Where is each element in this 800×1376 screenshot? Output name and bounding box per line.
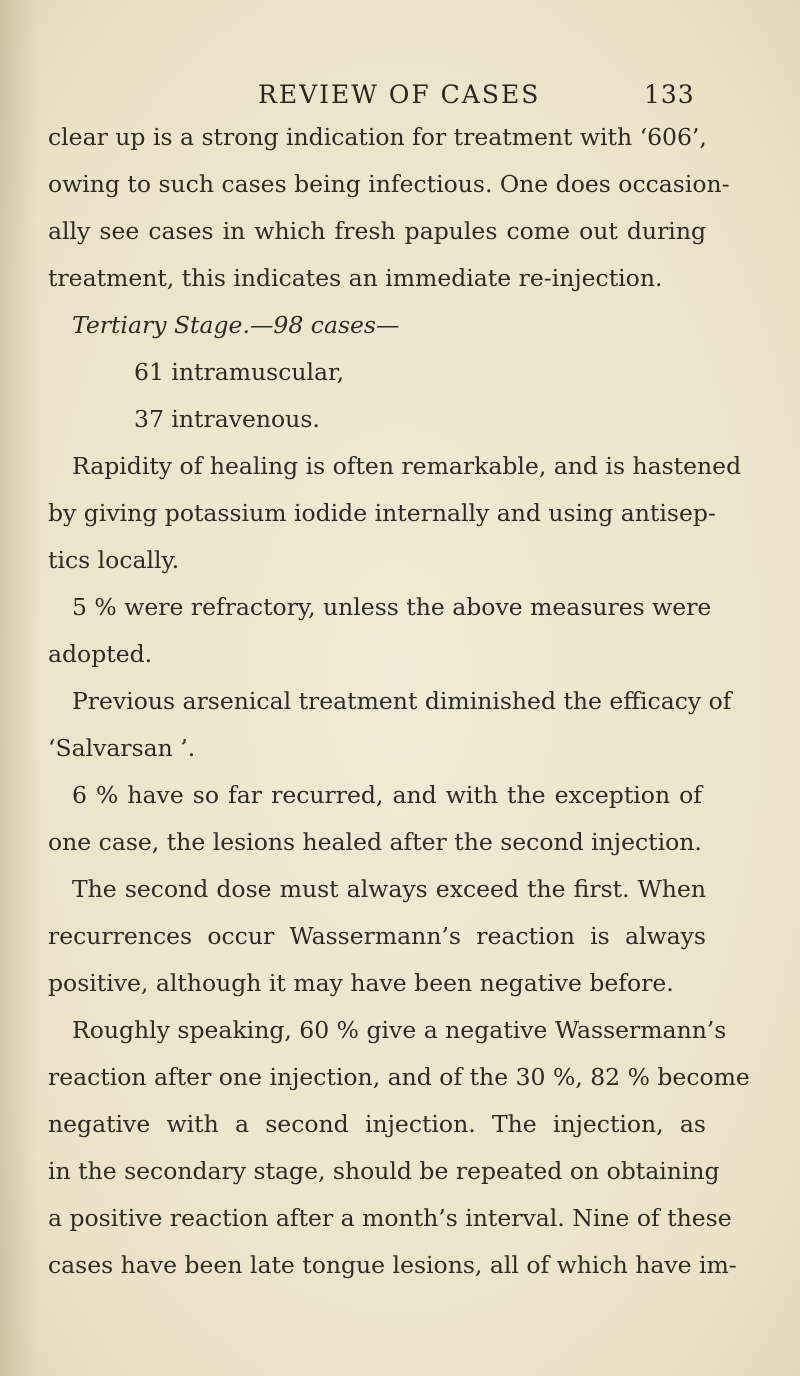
text-line: The second dose must always exceed the first. When [72, 875, 706, 903]
text-line: tics locally. [48, 546, 180, 574]
text-line: Previous arsenical treatment diminished the efficacy of [72, 687, 732, 715]
text-line: one case, the lesions healed after the second injection. [48, 828, 702, 856]
text-line: 37 intravenous. [134, 405, 320, 433]
section-heading: Tertiary Stage.—98 cases— [72, 311, 400, 339]
text-line: clear up is a strong indication for treatment with ‘606’, [48, 123, 707, 151]
text-line: recurrences occur Wassermann’s reaction is always [48, 922, 706, 950]
running-head: REVIEW OF CASES [258, 80, 541, 109]
text-line: in the secondary stage, should be repeated on obtaining [48, 1157, 720, 1185]
text-line: a positive reaction after a month’s interval. Nine of these [48, 1204, 732, 1232]
text-line: adopted. [48, 640, 153, 668]
text-line: treatment, this indicates an immediate re-injection. [48, 264, 663, 292]
text-line: Rapidity of healing is often remarkable, and is hastened [72, 452, 742, 480]
page-number: 133 [644, 80, 695, 109]
text-line: by giving potassium iodide internally and using antisep- [48, 499, 716, 527]
text-line: 61 intramuscular, [134, 358, 345, 386]
text-line: positive, although it may have been negative before. [48, 969, 674, 997]
text-line: Roughly speaking, 60 % give a negative Wassermann’s [72, 1016, 727, 1044]
page-header [0, 80, 800, 120]
text-line: reaction after one injection, and of the 30 %, 82 % become [48, 1063, 750, 1091]
text-line: negative with a second injection. The injection, as [48, 1110, 706, 1138]
text-line: ‘Salvarsan ’. [48, 734, 196, 762]
text-line: 6 % have so far recurred, and with the exception of [72, 781, 702, 809]
text-line: owing to such cases being infectious. One does occasion- [48, 170, 730, 198]
text-line: cases have been late tongue lesions, all of which have im- [48, 1251, 737, 1279]
text-line: ally see cases in which fresh papules come out during [48, 217, 706, 245]
text-line: 5 % were refractory, unless the above measures were [72, 593, 712, 621]
